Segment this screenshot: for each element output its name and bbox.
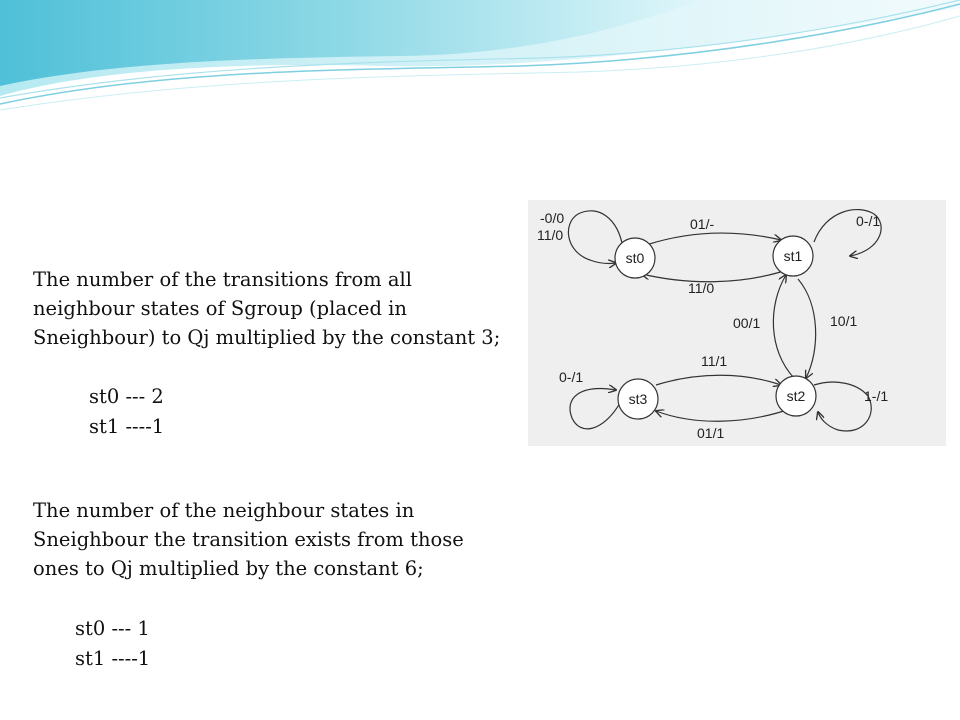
edge-st2-self xyxy=(814,382,871,431)
paragraph-transitions-count: The number of the transitions from all neighbour states of Sgroup (placed in Sneighbour) to Qj multiplied by the constant 3; xyxy=(33,268,501,349)
state-machine-svg xyxy=(528,200,946,446)
edge-label-st1-to-st0: 11/0 xyxy=(688,280,715,296)
edge-label-st1-to-st2: 10/1 xyxy=(830,313,858,329)
neighbour-item-st1: st1 ----1 xyxy=(75,647,151,670)
edge-st1-to-st0 xyxy=(642,269,790,282)
edge-st1-to-st2 xyxy=(798,279,816,378)
state-st1-label: st1 xyxy=(783,248,803,264)
edge-label-st2-to-st3: 01/1 xyxy=(697,425,725,441)
state-st0-label: st0 xyxy=(625,250,645,266)
state-st3-label: st3 xyxy=(628,391,648,407)
edge-st2-to-st1 xyxy=(773,275,794,378)
edge-st2-to-st3 xyxy=(656,409,790,421)
edge-st0-to-st1 xyxy=(646,233,781,245)
header-wave-decoration xyxy=(0,0,960,130)
edge-label-st2-self: 1-/1 xyxy=(864,388,889,404)
edge-label-st0-self-b: 11/0 xyxy=(537,227,564,243)
edge-label-st3-self: 0-/1 xyxy=(559,369,584,385)
paragraph-neighbour-states-count: The number of the neighbour states in Sneighbour the transition exists from those ones to Qj multiplied by the constant 6; xyxy=(33,499,464,580)
edge-label-st3-to-st2: 11/1 xyxy=(701,353,728,369)
state-st2-label: st2 xyxy=(786,388,806,404)
neighbour-item-st0: st0 --- 1 xyxy=(75,617,150,640)
edge-label-st0-self-a: -0/0 xyxy=(540,210,565,226)
state-machine-diagram xyxy=(528,200,946,446)
edge-st3-to-st2 xyxy=(656,375,781,385)
edge-label-st0-to-st1: 01/- xyxy=(690,216,715,232)
edge-st3-self xyxy=(570,389,620,429)
edge-label-st2-to-st1: 00/1 xyxy=(733,315,761,331)
transitions-item-st1: st1 ----1 xyxy=(89,415,165,438)
transitions-item-st0: st0 --- 2 xyxy=(89,385,164,408)
edge-label-st1-self: 0-/1 xyxy=(856,213,881,229)
